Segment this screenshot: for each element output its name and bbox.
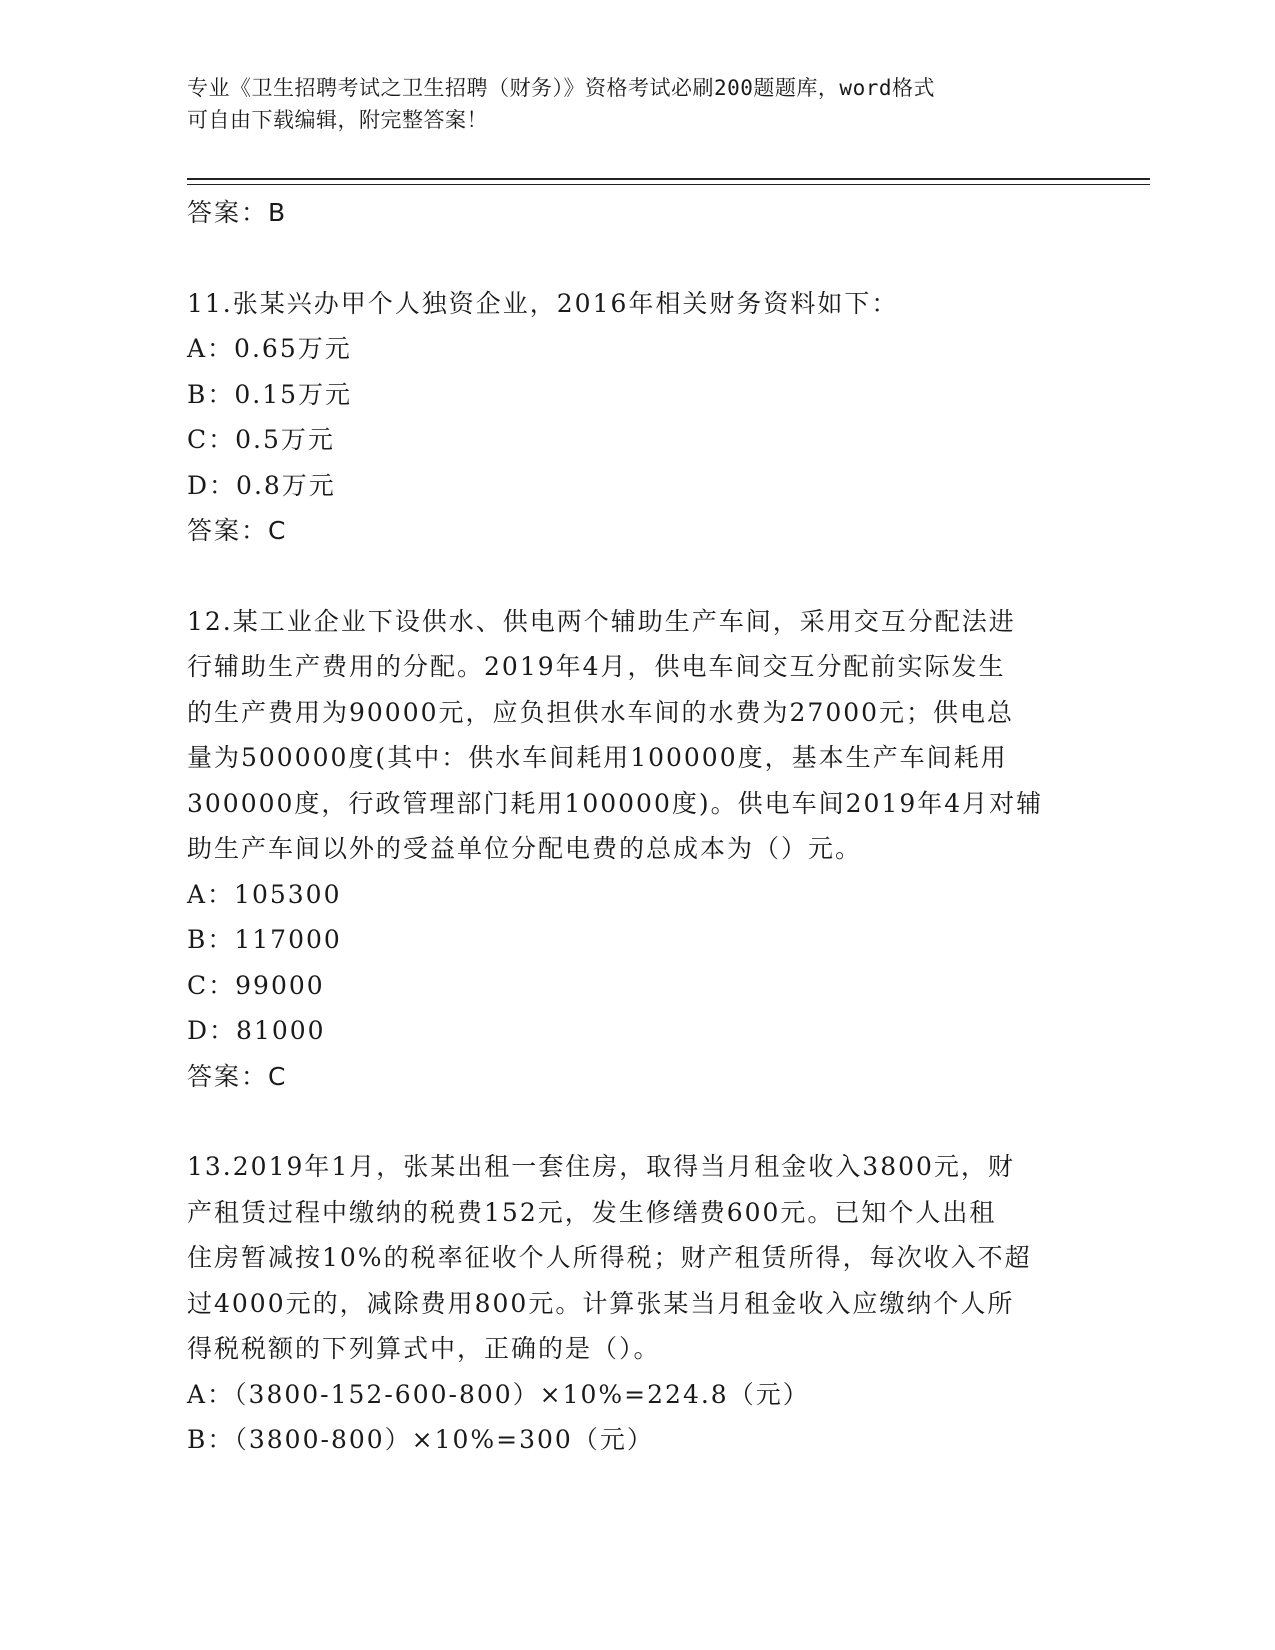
question-stem-line: 的生产费用为90000元，应负担供水车间的水费为27000元；供电总 <box>187 697 1015 727</box>
question-13 <box>187 1144 1087 1463</box>
question-stem-line: 得税税额的下列算式中，正确的是（）。 <box>187 1334 661 1363</box>
header-line: 专业《卫生招聘考试之卫生招聘（财务）》资格考试必刷200题题库，word格式 <box>187 76 935 100</box>
option-b: B：0.15万元 <box>187 379 353 409</box>
spacer <box>187 554 1087 599</box>
question-stem-line: 过4000元的，减除费用800元。计算张某当月租金收入应缴纳个人所 <box>187 1288 1015 1318</box>
option-a: A：0.65万元 <box>187 334 352 363</box>
header-rule-thin <box>187 184 1150 185</box>
question-stem: 11.张某兴办甲个人独资企业，2016年相关财务资料如下： <box>187 288 899 318</box>
question-stem-line: 300000度，行政管理部门耗用100000度)。供电车间2019年4月对辅 <box>187 788 1044 818</box>
option-d: D：0.8万元 <box>187 470 336 500</box>
answer-line: 答案：B <box>187 198 288 227</box>
header-line: 可自由下载编辑，附完整答案！ <box>187 108 488 132</box>
spacer <box>187 236 1087 281</box>
question-12 <box>187 599 1087 1100</box>
question-stem-line: 量为500000度(其中：供水车间耗用100000度，基本生产车间耗用 <box>187 743 1008 772</box>
option-c: C：0.5万元 <box>187 425 335 454</box>
option-c: C：99000 <box>187 970 325 1000</box>
question-stem-line: 12.某工业企业下设供水、供电两个辅助生产车间，采用交互分配法进 <box>187 606 1016 636</box>
question-11 <box>187 281 1087 554</box>
question-stem-line: 行辅助生产费用的分配。2019年4月，供电车间交互分配前实际发生 <box>187 652 1006 681</box>
spacer <box>187 1099 1087 1144</box>
document-body <box>187 190 1087 1463</box>
question-stem-line: 13.2019年1月，张某出租一套住房，取得当月租金收入3800元，财 <box>187 1152 1015 1181</box>
question-stem-line: 助生产车间以外的受益单位分配电费的总成本为（）元。 <box>187 834 863 863</box>
option-d: D：81000 <box>187 1016 326 1045</box>
question-stem-line: 住房暂减按10%的税率征收个人所得税；财产租赁所得，每次收入不超 <box>187 1243 1032 1272</box>
header-rule <box>187 178 1150 180</box>
document-header <box>187 72 1067 136</box>
option-a: A：105300 <box>187 879 342 909</box>
option-a: A：（3800-152-600-800）×10%=224.8（元） <box>187 1379 810 1409</box>
option-b: B：117000 <box>187 925 342 954</box>
question-stem-line: 产租赁过程中缴纳的税费152元，发生修缮费600元。已知个人出租 <box>187 1197 997 1227</box>
answer-line: 答案：C <box>187 516 288 545</box>
answer-line: 答案：C <box>187 1061 288 1091</box>
option-b: B：（3800-800）×10%=300（元） <box>187 1425 654 1454</box>
